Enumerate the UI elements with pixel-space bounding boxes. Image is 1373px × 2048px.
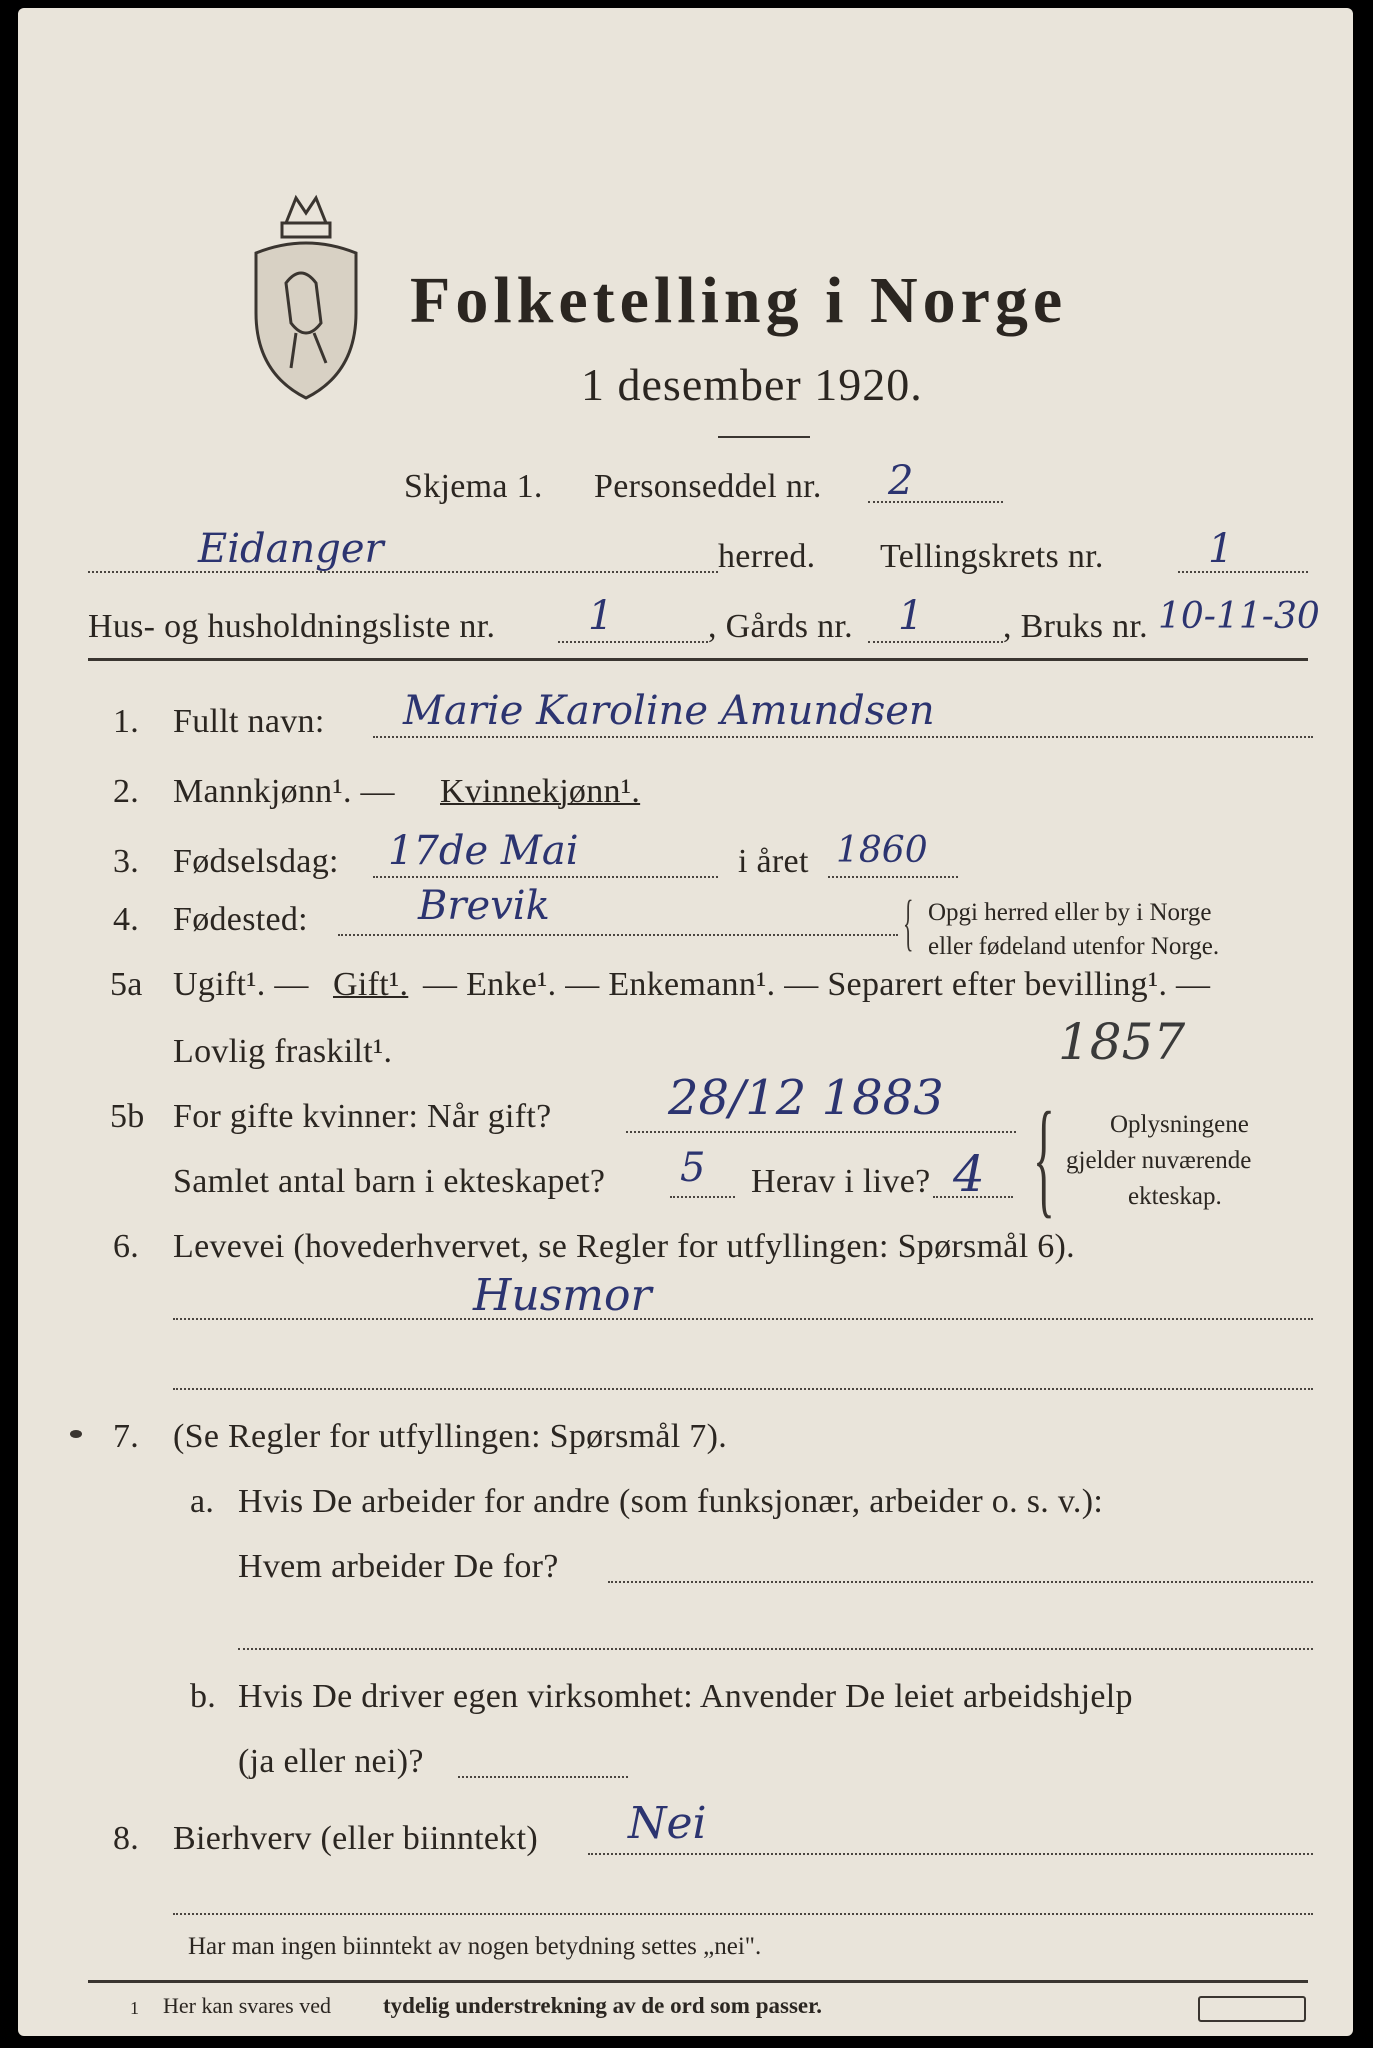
q7-label: (Se Regler for utfyllingen: Spørsmål 7). bbox=[173, 1418, 728, 1455]
q1-number: 1. bbox=[113, 703, 140, 740]
q2-label-male: Mannkjønn¹. — bbox=[173, 773, 395, 810]
q5b-value: 28/12 1883 bbox=[668, 1070, 944, 1126]
q8-value: Nei bbox=[628, 1798, 707, 1849]
q7-number: 7. bbox=[113, 1418, 140, 1455]
q5b-alive-label: Herav i live? bbox=[751, 1163, 931, 1200]
tellingskrets-label: Tellingskrets nr. bbox=[880, 538, 1104, 575]
q3-value: 17de Mai bbox=[388, 828, 579, 874]
q5b-children-value: 5 bbox=[680, 1145, 706, 1191]
q7a-sub: Hvem arbeider De for? bbox=[238, 1548, 559, 1585]
q5b-alive-value: 4 bbox=[953, 1145, 985, 1203]
skjema-label: Skjema 1. bbox=[404, 468, 543, 505]
footnote-text-2: tydelig understrekning av de ord som passer. bbox=[383, 1993, 822, 2018]
bruks-label: , Bruks nr. bbox=[1003, 608, 1148, 645]
q8-label: Bierhverv (eller biinntekt) bbox=[173, 1820, 538, 1857]
q7b-letter: b. bbox=[190, 1678, 217, 1715]
q4-value: Brevik bbox=[418, 883, 550, 929]
q2-number: 2. bbox=[113, 773, 140, 810]
q7a-letter: a. bbox=[190, 1483, 215, 1520]
q1-value: Marie Karoline Amundsen bbox=[403, 688, 935, 734]
gards-value: 1 bbox=[898, 593, 924, 639]
q4-brace: { bbox=[903, 889, 914, 957]
footnote-text-1: Her kan svares ved bbox=[163, 1993, 331, 2018]
q3-year-value: 1860 bbox=[836, 830, 928, 871]
gards-label: , Gårds nr. bbox=[708, 608, 853, 645]
footnote-mark: 1 bbox=[130, 1998, 139, 2018]
q1-label: Fullt navn: bbox=[173, 703, 325, 740]
q5b-label: For gifte kvinner: Når gift? bbox=[173, 1098, 552, 1135]
bullet-mark bbox=[70, 1430, 82, 1438]
q3-year-label: i året bbox=[738, 843, 809, 880]
q6-label: Levevei (hovederhvervet, se Regler for utfyllingen: Spørsmål 6). bbox=[173, 1228, 1075, 1265]
form-title: Folketelling i Norge bbox=[410, 264, 1068, 337]
biinntekt-note: Har man ingen biinntekt av nogen betydning settes „nei". bbox=[188, 1933, 762, 1960]
q5a-gift: Gift¹. bbox=[333, 966, 409, 1003]
q5a-fraskilt: Lovlig fraskilt¹. bbox=[173, 1033, 393, 1070]
q3-number: 3. bbox=[113, 843, 140, 880]
q4-number: 4. bbox=[113, 901, 140, 938]
q6-value: Husmor bbox=[473, 1270, 652, 1321]
q5b-note-2: gjelder nuværende bbox=[1066, 1147, 1252, 1174]
q5b-children-label: Samlet antal barn i ekteskapet? bbox=[173, 1163, 606, 1200]
paper-sheet bbox=[18, 8, 1353, 2036]
q8-number: 8. bbox=[113, 1820, 140, 1857]
q7b-sub: (ja eller nei)? bbox=[238, 1743, 424, 1780]
q3-label: Fødselsdag: bbox=[173, 843, 339, 880]
q4-note-1: Opgi herred eller by i Norge bbox=[928, 899, 1212, 926]
header-rule bbox=[88, 658, 1308, 661]
husliste-value: 1 bbox=[588, 593, 614, 639]
tellingskrets-value: 1 bbox=[1208, 526, 1234, 572]
q5b-brace: { bbox=[1033, 1086, 1055, 1230]
coat-of-arms-icon bbox=[246, 193, 366, 408]
printer-stamp-icon bbox=[1198, 1996, 1306, 2022]
q5b-note-1: Oplysningene bbox=[1110, 1111, 1249, 1138]
herred-label: herred. bbox=[718, 538, 816, 575]
form-date: 1 desember 1920. bbox=[581, 359, 923, 410]
bruks-value: 10-11-30 bbox=[1158, 596, 1320, 637]
q5a-margin-value: 1857 bbox=[1058, 1013, 1186, 1071]
q7b-text: Hvis De driver egen virksomhet: Anvender De leiet arbeidshjelp bbox=[238, 1678, 1133, 1715]
husliste-label: Hus- og husholdningsliste nr. bbox=[88, 608, 496, 645]
q5a-ugift: Ugift¹. — bbox=[173, 966, 309, 1003]
personseddel-label: Personseddel nr. bbox=[594, 468, 822, 505]
q4-label: Fødested: bbox=[173, 901, 308, 938]
q6-number: 6. bbox=[113, 1228, 140, 1265]
q5a-number: 5a bbox=[110, 966, 143, 1003]
q5b-number: 5b bbox=[110, 1098, 145, 1135]
q5a-others: — Enke¹. — Enkemann¹. — Separert efter bevilling¹. — bbox=[423, 966, 1211, 1003]
q4-note-2: eller fødeland utenfor Norge. bbox=[928, 933, 1220, 960]
q2-label-female: Kvinnekjønn¹. bbox=[440, 773, 641, 810]
title-divider bbox=[718, 436, 810, 438]
footnote-rule bbox=[88, 1980, 1308, 1983]
personseddel-value: 2 bbox=[888, 458, 914, 504]
q5b-note-3: ekteskap. bbox=[1128, 1183, 1222, 1210]
herred-value: Eidanger bbox=[198, 526, 384, 572]
q7a-text: Hvis De arbeider for andre (som funksjonær, arbeider o. s. v.): bbox=[238, 1483, 1104, 1520]
